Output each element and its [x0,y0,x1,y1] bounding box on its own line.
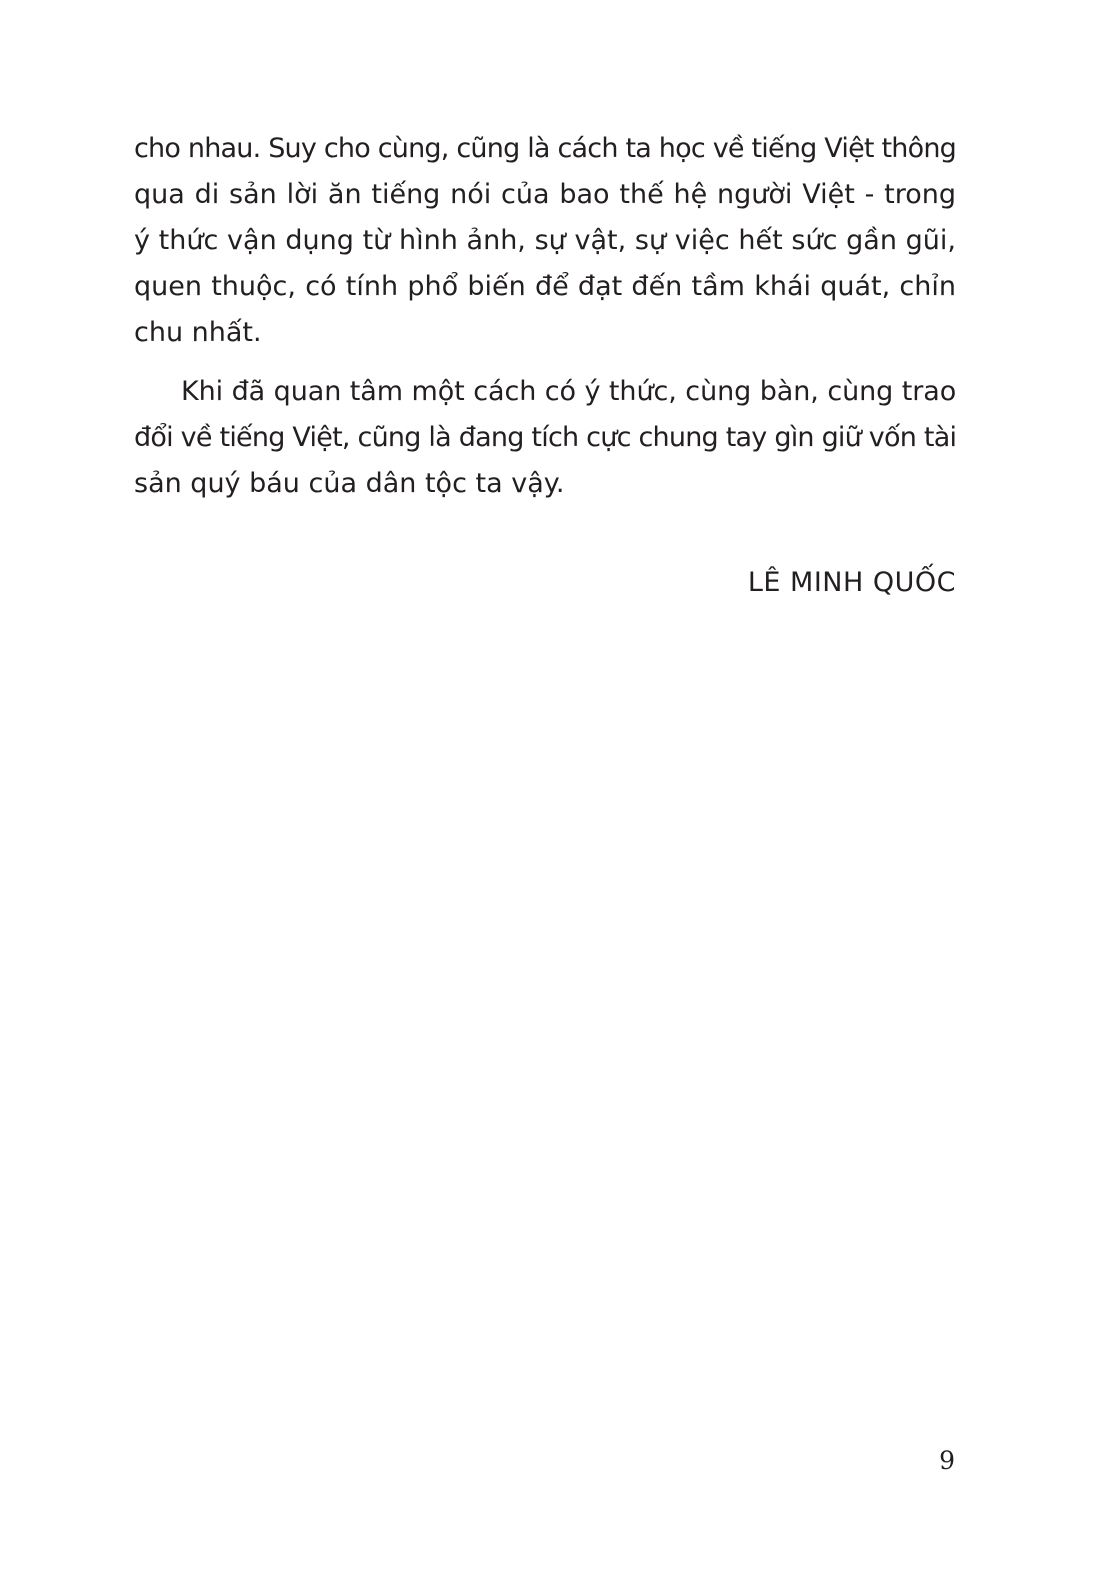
text-line: sản quý báu của dân tộc ta vậy. [134,468,565,499]
paragraph-1 [134,126,956,356]
text-line: chu nhất. [134,317,262,348]
text-line: cho nhau. Suy cho cùng, cũng là cách ta học về tiếng Việt thông [134,133,956,164]
page-number: 9 [939,1446,955,1475]
text-line: ý thức vận dụng từ hình ảnh, sự vật, sự việc hết sức gần gũi, [134,225,956,256]
paragraph-2 [134,369,956,507]
text-line: quen thuộc, có tính phổ biến để đạt đến tầm khái quát, chỉn [134,271,956,302]
text-line: Khi đã quan tâm một cách có ý thức, cùng bàn, cùng trao [181,376,957,407]
author-signature: LÊ MINH QUỐC [747,567,956,598]
body-text [134,126,956,507]
text-line: qua di sản lời ăn tiếng nói của bao thế hệ người Việt - trong [134,179,956,210]
text-line: đổi về tiếng Việt, cũng là đang tích cực chung tay gìn giữ vốn tài [134,422,957,453]
